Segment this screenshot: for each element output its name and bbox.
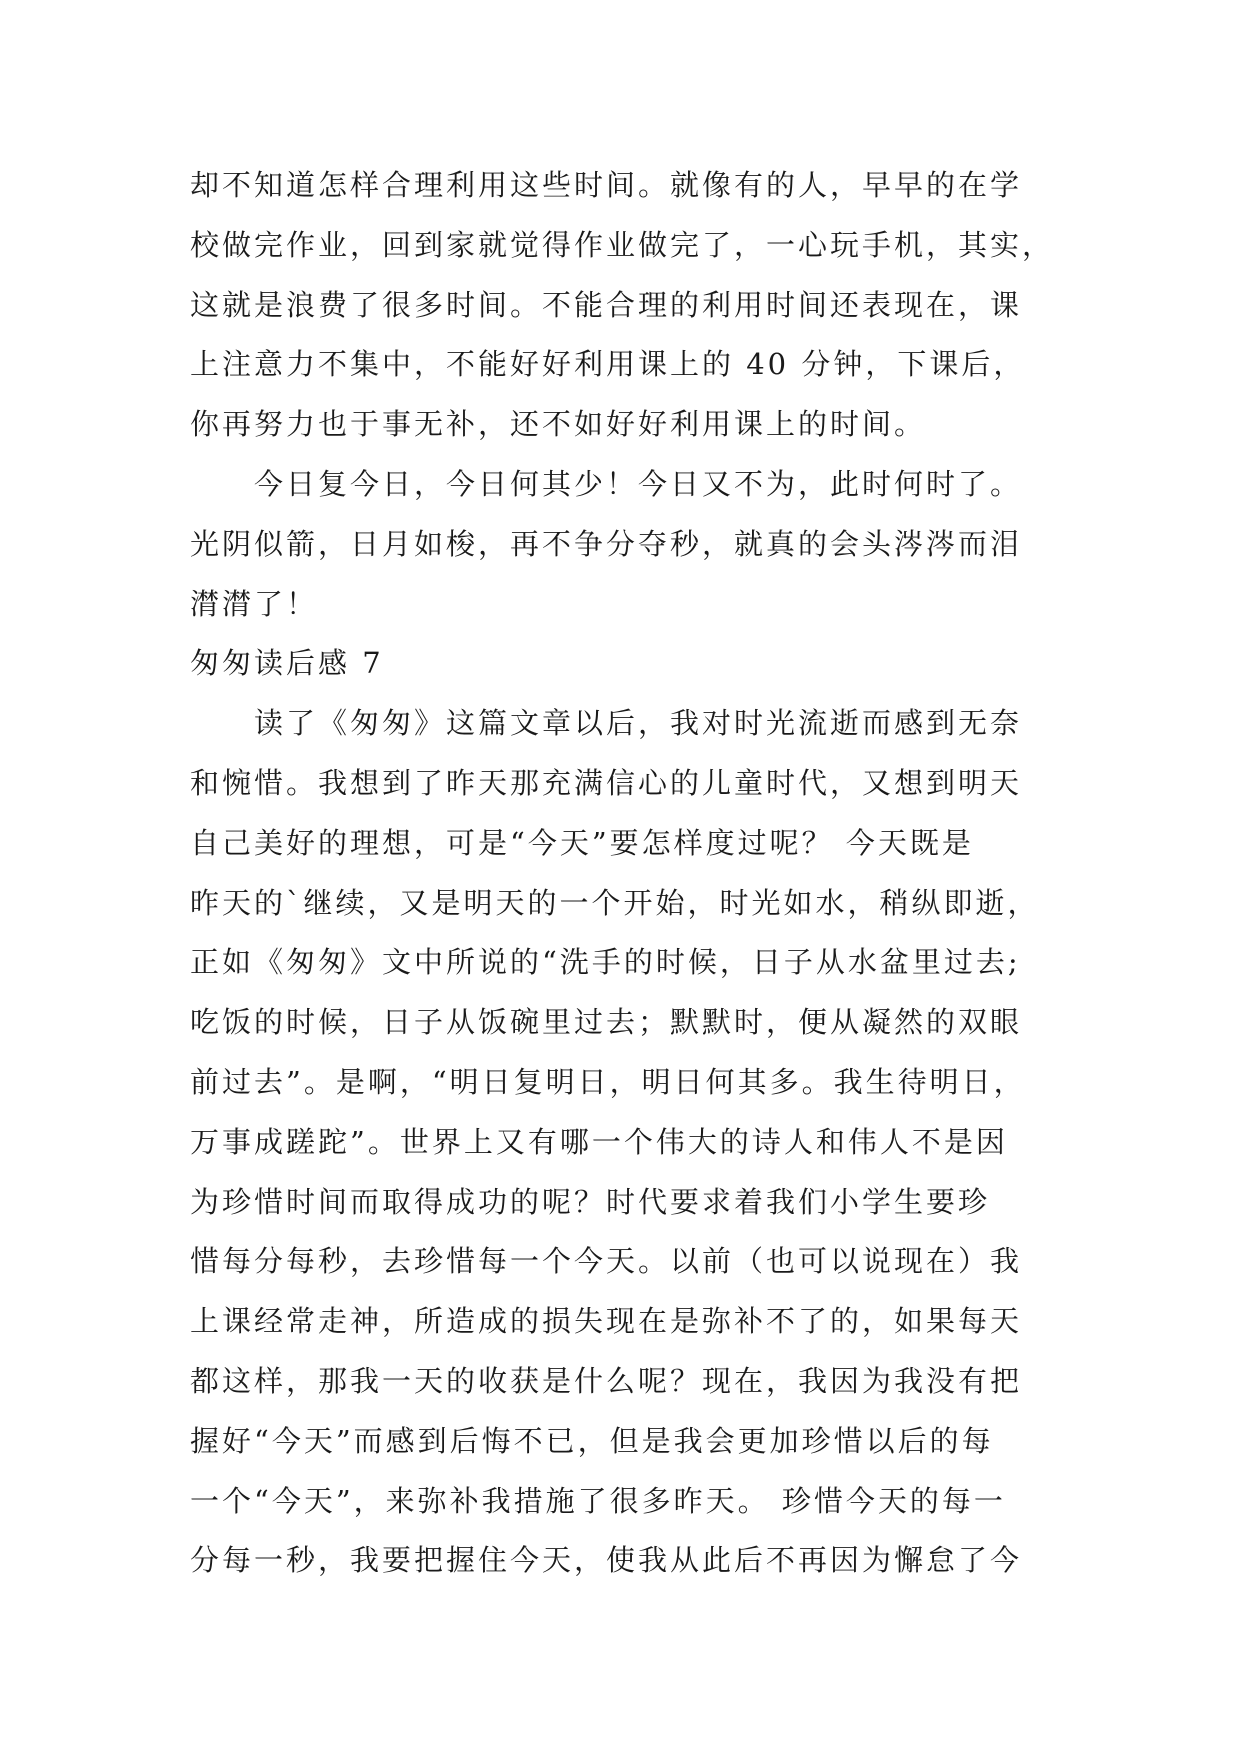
- text-line: 都这样，那我一天的收获是什么呢？现在，我因为我没有把: [190, 1363, 1023, 1398]
- text-line: 上注意力不集中，不能好好利用课上的 40 分钟，下课后，: [190, 347, 1026, 382]
- text-line: 光阴似箭，日月如梭，再不争分夺秒，就真的会头涔涔而泪: [190, 526, 1023, 561]
- text-line: 一个“今天”，来弥补我措施了很多昨天。 珍惜今天的每一: [190, 1483, 1006, 1518]
- text-line: 这就是浪费了很多时间。不能合理的利用时间还表现在，课: [190, 287, 1023, 322]
- text-line: 万事成蹉跎”。世界上又有哪一个伟大的诗人和伟人不是因: [190, 1124, 1008, 1159]
- text-line: 分每一秒，我要把握住今天，使我从此后不再因为懈怠了今: [190, 1543, 1023, 1578]
- text-line: 前过去”。是啊，“明日复明日，明日何其多。我生待明日，: [190, 1064, 1026, 1099]
- text-line: 今日复今日，今日何其少！今日又不为，此时何时了。: [254, 466, 1023, 501]
- text-line: 你再努力也于事无补，还不如好好利用课上的时间。: [190, 407, 927, 442]
- section-heading: 匆匆读后感 7: [190, 646, 384, 681]
- text-line: 上课经常走神，所造成的损失现在是弥补不了的，如果每天: [190, 1304, 1023, 1339]
- text-line: 正如《匆匆》文中所说的“洗手的时候，日子从水盆里过去;: [190, 945, 1021, 980]
- text-line: 自己美好的理想，可是“今天”要怎样度过呢？ 今天既是: [190, 825, 974, 860]
- text-line: 读了《匆匆》这篇文章以后，我对时光流逝而感到无奈: [254, 706, 1023, 741]
- text-line: 为珍惜时间而取得成功的呢？时代要求着我们小学生要珍: [190, 1184, 991, 1219]
- body-text: [190, 156, 1090, 1591]
- text-line: 惜每分每秒，去珍惜每一个今天。以前（也可以说现在）我: [190, 1244, 1023, 1279]
- text-line: 昨天的`继续，又是明天的一个开始，时光如水，稍纵即逝，: [190, 885, 1040, 920]
- text-line: 校做完作业，回到家就觉得作业做完了，一心玩手机，其实，: [190, 227, 1055, 262]
- text-line: 和惋惜。我想到了昨天那充满信心的儿童时代，又想到明天: [190, 765, 1023, 800]
- text-line: 握好“今天”而感到后悔不已，但是我会更加珍惜以后的每: [190, 1423, 994, 1458]
- text-line: 吃饭的时候，日子从饭碗里过去；默默时，便从凝然的双眼: [190, 1005, 1023, 1040]
- text-line: 潸潸了！: [190, 586, 319, 621]
- text-line: 却不知道怎样合理利用这些时间。就像有的人，早早的在学: [190, 168, 1023, 202]
